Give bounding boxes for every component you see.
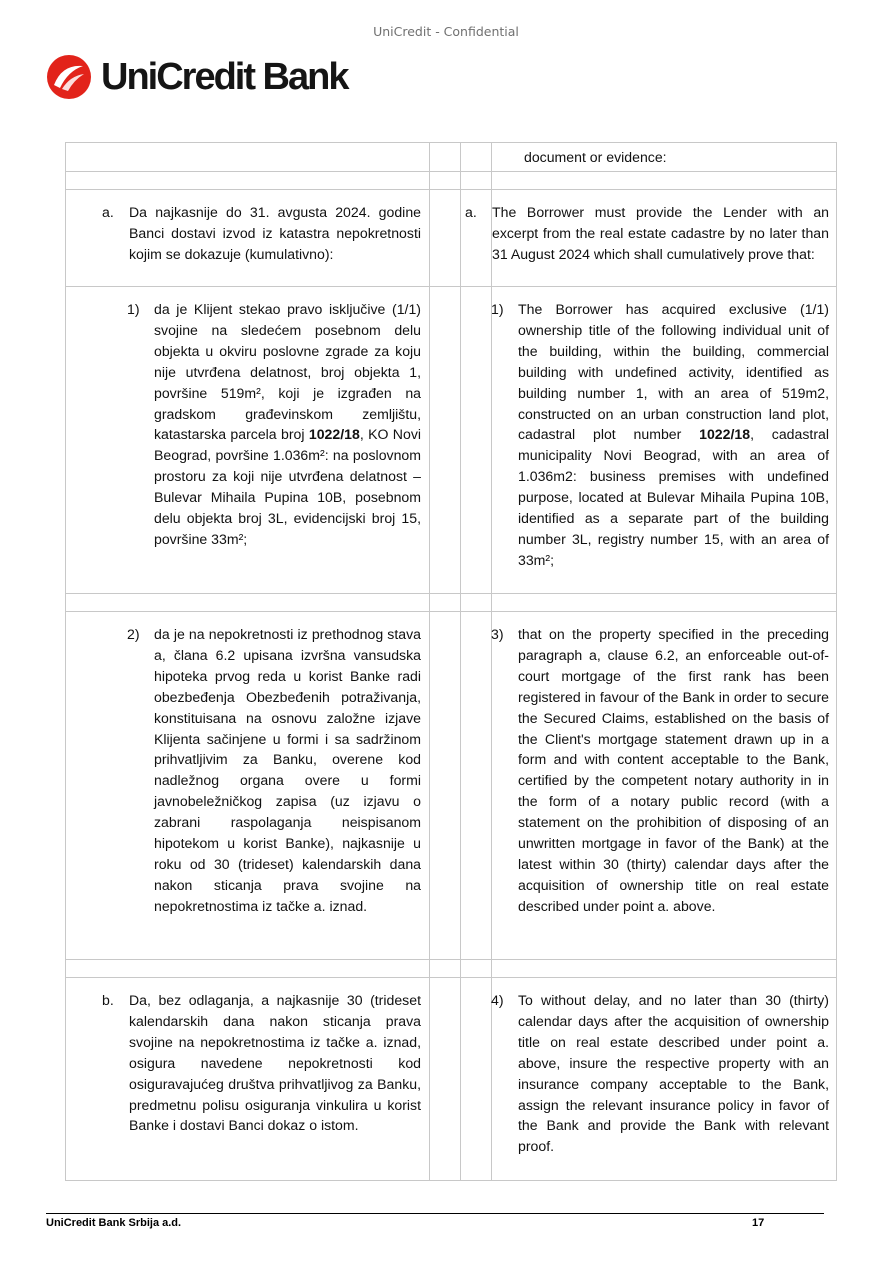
serbian-item-2: [66, 612, 430, 960]
clause-text: Da, bez odlaganja, a najkasnije 30 (trideset kalendarskih dana nakon sticanja prava svojine na nepokretnostima iz tačke a. iznad, osigura navedene nepokretnosti kod osiguravajućeg društva prihvatljivog za Banku, predmetnu polisu osiguranja vinkulira u korist Banke i dostavi Banci dokaz o istom.: [129, 992, 421, 1134]
table-row: [66, 612, 837, 960]
clause-text: To without delay, and no later than 30 (thirty) calendar days after the acquisition of ownership title on real estate described under point a. above, insure the respective property with an insurance company acceptable to the Bank, assign the relevant insurance policy in favor of the Bank and provide the Bank with relevant proof.: [518, 992, 829, 1155]
serbian-clause-a: [66, 190, 430, 287]
list-marker: 1): [127, 301, 140, 317]
english-item-3: [492, 612, 837, 960]
table-row: [66, 287, 837, 594]
confidential-label: UniCredit - Confidential: [373, 24, 519, 39]
table-row: [66, 978, 837, 1181]
contract-table: [65, 142, 837, 1181]
clause-text: Da najkasnije do 31. avgusta 2024. godine Banci dostavi izvod iz katastra nepokretnosti kojim se dokazuje (kumulativno):: [129, 204, 421, 262]
spacer-row: [66, 594, 837, 612]
clause-text: da je Klijent stekao pravo isključive (1/1) svojine na sledećem posebnom delu objekta u okviru poslovne zgrade za koju nije utvrđena delatnost, broj objekta 1, površine 519m², koji je izgrađen na gradskom građevinskom zemljištu, katastarska parcela broj 1022/18, KO Novi Beograd, površine 1.036m²: na poslovnom prostoru za koji nije utvrđena delatnost – Bulevar Mihaila Pupina 10B, posebnom delu objekta broj 3L, evidencijski broj 15, površine 33m²;: [154, 301, 421, 547]
clause-text: The Borrower must provide the Lender with an excerpt from the real estate cadastre by no later than 31 August 2024 which shall cumulatively prove that:: [492, 204, 829, 262]
serbian-item-1: [66, 287, 430, 594]
spacer-row: [66, 172, 837, 190]
parcel-number: 1022/18: [308, 426, 360, 443]
list-marker: 4): [491, 992, 504, 1008]
list-marker: b.: [102, 992, 114, 1008]
continued-text: document or evidence:: [492, 143, 837, 172]
parcel-number: 1022/18: [699, 426, 751, 443]
table-row: [66, 190, 837, 287]
english-clause-a: [465, 190, 837, 287]
serbian-clause-b: [66, 978, 430, 1181]
clause-text: that on the property specified in the preceding paragraph a, clause 6.2, an enforceable out-of-court mortgage of the first rank has been registered in favour of the Bank in order to secure the Secured Claims, established on the basis of the Client's mortgage statement drawn up in a form and with content acceptable to the Bank, certified by the competent notary authority in in the form of a notary public record (with a statement on the prohibition of disposing of an unwritten mortgage in favor of the Bank) at the latest within 30 (thirty) calendar days after the acquisition of ownership title on real estate described under point a. above.: [518, 626, 829, 914]
list-marker: a.: [465, 204, 477, 220]
english-item-1: [492, 287, 837, 594]
page-number: 17: [752, 1217, 765, 1229]
logo-wordmark: UniCredit Bank: [101, 56, 348, 98]
unicredit-logo-icon: [46, 54, 92, 100]
list-marker: 2): [127, 626, 140, 642]
table-row: [66, 143, 837, 172]
footer-divider: [46, 1213, 824, 1214]
list-marker: 1): [491, 301, 504, 317]
english-item-4: [492, 978, 837, 1181]
clause-text: da je na nepokretnosti iz prethodnog stava a, člana 6.2 upisana izvršna vansudska hipoteka prvog reda u korist Banke radi obezbeđenja Obezbeđenih potraživanja, konstituisana na osnovu založne izjave Klijenta sačinjene u formi i sa sadržinom prihvatljivim za Banku, overene kod nadležnog organa overe u formi javnobeležničkog zapisa (uz izjavu o zabrani raspolaganja neispisanom hipotekom u korist Banke), najkasnije u roku od 30 (trideset) kalendarskih dana nakon sticanja prava svojine na nepokretnostima iz tačke a. iznad.: [154, 626, 421, 914]
clause-text: The Borrower has acquired exclusive (1/1) ownership title of the following individual unit of the building, within the building, commercial building with undefined activity, identified as building number 1, with an area of 519m2, constructed on an urban construction land plot, cadastral plot number 1022/18, cadastral municipality Novi Beograd, with an area of 1.036m2: business premises with undefined purpose, located at Bulevar Mihaila Pupina 10B, identified as a separate part of the building number 3L, registry number 15, with an area of 33m²;: [518, 301, 829, 568]
footer-company: UniCredit Bank Srbija a.d.: [46, 1217, 182, 1229]
list-marker: 3): [491, 626, 504, 642]
spacer-row: [66, 960, 837, 978]
list-marker: a.: [102, 204, 114, 220]
